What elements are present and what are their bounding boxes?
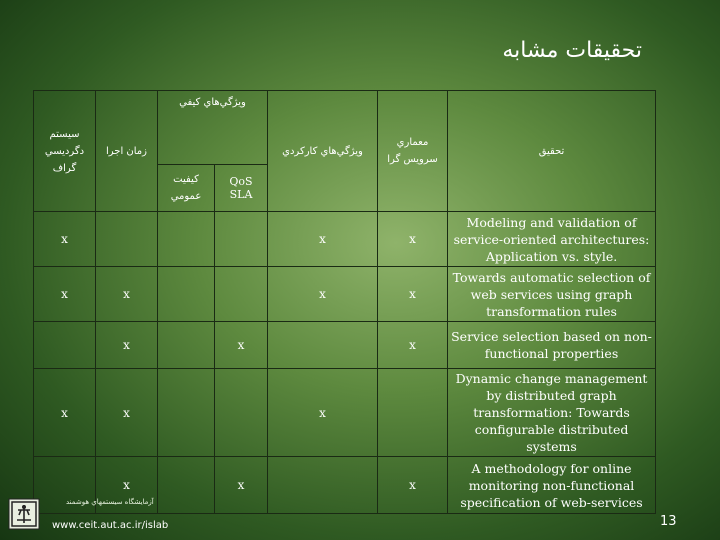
page-number: 13 — [660, 514, 677, 529]
cell-research: Towards automatic selection of web services using graph transformation rules — [448, 267, 656, 322]
cell-graph: x — [34, 212, 96, 267]
cell-research: Modeling and validation of service-oriented architectures: Application vs. style. — [448, 212, 656, 267]
cell-qos: x — [215, 322, 268, 369]
cell-functional: x — [268, 267, 378, 322]
cell-runtime: x — [96, 267, 158, 322]
comparison-table — [33, 90, 656, 514]
header-service-architecture: معماري سرويس گرا — [378, 91, 448, 212]
cell-qos — [215, 267, 268, 322]
footer — [6, 494, 176, 538]
cell-functional — [268, 322, 378, 369]
cell-research: Service selection based on non-functional properties — [448, 322, 656, 369]
cell-functional: x — [268, 369, 378, 457]
slide-title: تحقيقات مشابه — [502, 38, 642, 63]
cell-service-architecture: x — [378, 267, 448, 322]
lab-name: آزمايشگاه سيستمهاي هوشمند — [66, 498, 154, 506]
header-general-quality: كيفيت عمومي — [158, 165, 215, 212]
lab-url[interactable]: www.ceit.aut.ac.ir/islab — [52, 520, 169, 531]
university-logo-icon — [8, 498, 40, 530]
cell-service-architecture: x — [378, 322, 448, 369]
header-graph-system: سيستم دگرديسي گراف — [34, 91, 96, 212]
table-row — [34, 369, 656, 457]
cell-service-architecture: x — [378, 457, 448, 514]
cell-functional: x — [268, 212, 378, 267]
header-quality-properties: ويژگي‌هاي كيفي — [158, 91, 268, 165]
cell-graph: x — [34, 267, 96, 322]
cell-qos: x — [215, 457, 268, 514]
cell-research: A methodology for online monitoring non-functional specification of web-services — [448, 457, 656, 514]
cell-runtime: x — [96, 457, 158, 514]
cell-general-quality — [158, 267, 215, 322]
cell-research: Dynamic change management by distributed graph transformation: Towards configurable distributed systems — [448, 369, 656, 457]
header-runtime: زمان اجرا — [96, 91, 158, 212]
header-functional-properties: ويژگي‌هاي كاركردي — [268, 91, 378, 212]
cell-general-quality — [158, 212, 215, 267]
cell-general-quality — [158, 322, 215, 369]
cell-service-architecture: x — [378, 212, 448, 267]
header-qos-sla: QoS SLA — [215, 165, 268, 212]
cell-graph — [34, 322, 96, 369]
cell-service-architecture — [378, 369, 448, 457]
cell-runtime: x — [96, 369, 158, 457]
cell-runtime — [96, 212, 158, 267]
cell-general-quality — [158, 369, 215, 457]
cell-graph: x — [34, 369, 96, 457]
cell-qos — [215, 369, 268, 457]
cell-qos — [215, 212, 268, 267]
table-row — [34, 212, 656, 267]
cell-runtime: x — [96, 322, 158, 369]
table-row — [34, 267, 656, 322]
header-research: تحقيق — [448, 91, 656, 212]
table-row — [34, 322, 656, 369]
cell-functional — [268, 457, 378, 514]
